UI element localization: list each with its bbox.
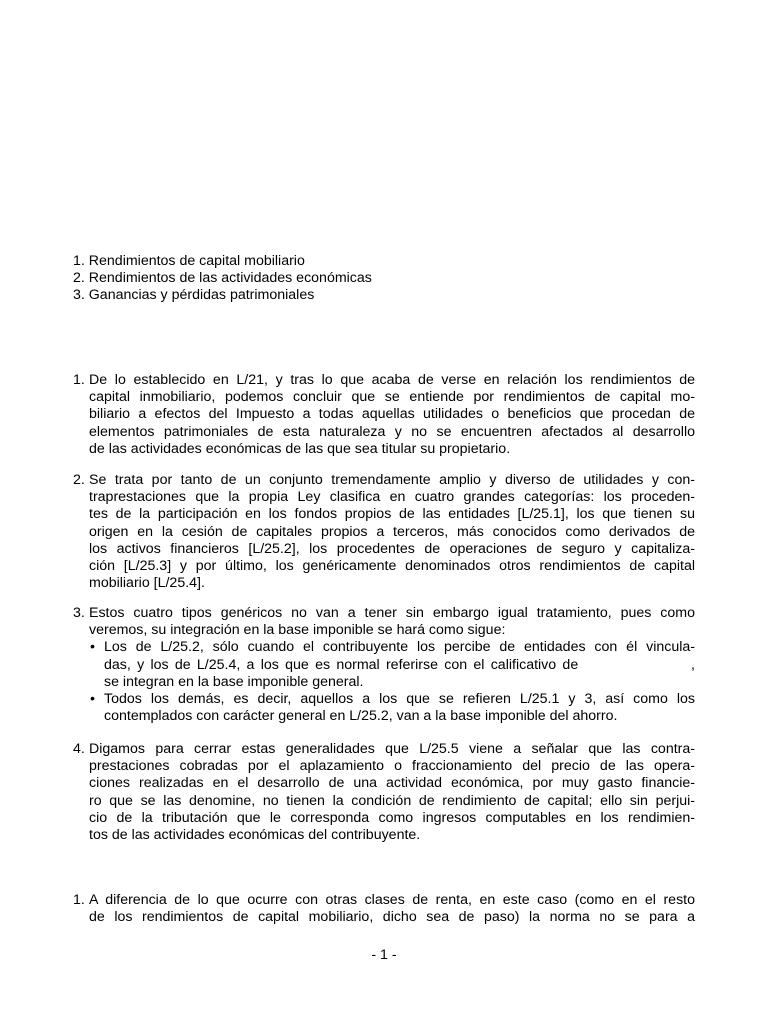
paragraph-line: Digamos para cerrar estas generalidades que L/25.5 viene a señalar que las contra- (89, 741, 695, 757)
paragraph-number: 1. (73, 372, 85, 388)
paragraph-line: biliario a efectos del Impuesto a todas aquellas utilidades o beneficios que procedan de (89, 406, 695, 423)
paragraph-line: mobiliario [L/25.4]. (89, 575, 205, 592)
toc-item-3: 3. Ganancias y pérdidas patrimoniales (73, 287, 315, 303)
bullet-list (89, 639, 695, 725)
paragraph-body (89, 892, 695, 926)
bullet-line: se integran en la base imponible general. (104, 673, 364, 690)
paragraph-line: ciones realizadas en el desarrollo de una actividad económica, por muy gasto financie- (89, 775, 695, 792)
paragraph-1 (73, 372, 695, 458)
paragraph-number: 4. (73, 741, 85, 757)
paragraph-number: 1. (73, 892, 85, 908)
bullet-icon: • (90, 691, 95, 708)
paragraph-2 (73, 472, 695, 592)
bullet-line: Los de L/25.2, sólo cuando el contribuyente los percibe de entidades con él vincula- (104, 639, 695, 656)
bullet-item-2 (89, 691, 695, 725)
bullet-line: Todos los demás, es decir, aquellos a los que se refieren L/25.1 y 3, así como los (104, 691, 695, 708)
table-of-contents (73, 253, 693, 304)
paragraph-line: de los rendimientos de capital mobiliario, dicho sea de paso) la norma no se para a (89, 909, 695, 926)
paragraph-line: los activos financieros [L/25.2], los procedentes de operaciones de seguro y capitaliza- (89, 540, 695, 557)
paragraph-number: 2. (73, 472, 85, 488)
paragraph-body (89, 605, 695, 639)
bullet-line: contemplados con carácter general en L/25.2, van a la base imponible del ahorro. (104, 708, 618, 725)
page-number: - 1 - (371, 947, 397, 963)
paragraph-line: De lo establecido en L/21, y tras lo que acaba de verse en relación los rendimientos de (89, 372, 695, 388)
paragraph-line: ro que se las denomine, no tienen la condición de rendimiento de capital; ello sin perjui- (89, 792, 695, 809)
paragraph-line: A diferencia de lo que ocurre con otras clases de renta, en este caso (como en el resto (89, 892, 695, 908)
bullet-item-1 (89, 639, 695, 691)
paragraph-line: ción [L/25.3] y por último, los genéricamente denominados otros rendimientos de capital (89, 558, 695, 575)
paragraph-body (89, 741, 695, 844)
paragraph-line: prestaciones cobradas por el aplazamiento o fraccionamiento del precio de las opera- (89, 758, 695, 775)
paragraph-line: cio de la tributación que le corresponda como ingresos computables en los rendimien- (89, 809, 695, 826)
paragraph-line: tos de las actividades económicas del contribuyente. (89, 827, 421, 844)
paragraph-3 (73, 605, 695, 725)
paragraph-body (89, 372, 695, 458)
paragraph-line: veremos, su integración en la base imponible se hará como sigue: (89, 622, 506, 639)
paragraph-5 (73, 892, 695, 926)
paragraph-number: 3. (73, 605, 85, 621)
paragraph-line: de las actividades económicas de las que sea titular su propietario. (89, 440, 511, 457)
paragraph-line: elementos patrimoniales de esta naturaleza y no se encuentren afectados al desarrollo (89, 423, 695, 440)
paragraph-line: Se trata por tanto de un conjunto tremendamente amplio y diverso de utilidades y con- (89, 472, 695, 488)
paragraph-line: capital inmobiliario, podemos concluir que se entiende por rendimientos de capital mo- (89, 389, 695, 406)
paragraph-body (89, 472, 695, 592)
bullet-line: das, y los de L/25.4, a los que es normal referirse con el calificativo de , (104, 656, 695, 673)
toc-item-1: 1. Rendimientos de capital mobiliario (73, 253, 305, 269)
bullet-icon: • (90, 639, 95, 656)
paragraph-line: Estos cuatro tipos genéricos no van a tener sin embargo igual tratamiento, pues como (89, 605, 695, 621)
paragraph-line: traprestaciones que la propia Ley clasifica en cuatro grandes categorías: los proceden- (89, 489, 695, 506)
paragraph-line: tes de la participación en los fondos propios de las entidades [L/25.1], los que tienen su (89, 506, 695, 523)
paragraph-4 (73, 741, 695, 844)
toc-item-2: 2. Rendimientos de las actividades económicas (73, 270, 372, 286)
paragraph-line: origen en la cesión de capitales propios a terceros, más conocidos como derivados de (89, 523, 695, 540)
